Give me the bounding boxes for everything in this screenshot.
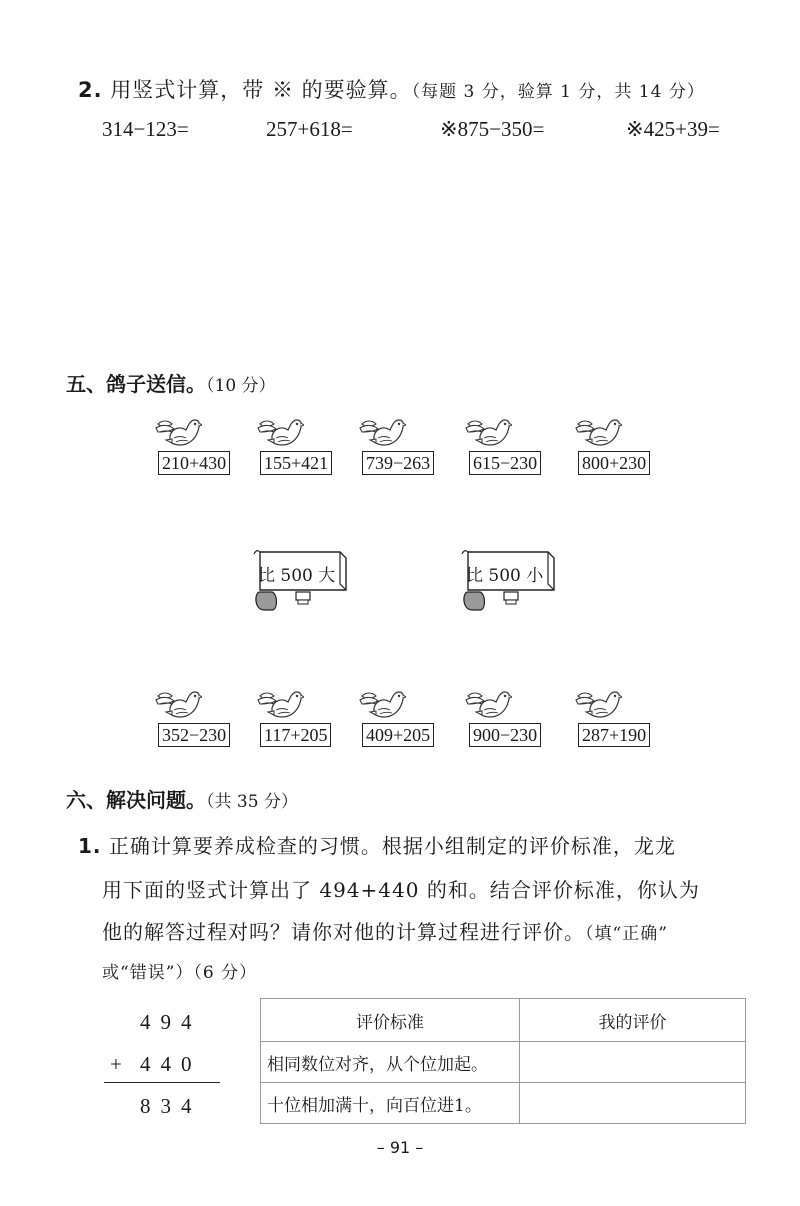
question-points: （6 分） [193,963,258,983]
vertical-result: 834 [140,1094,202,1118]
page-number: – 91 – [376,1138,424,1157]
table-row [261,1042,746,1083]
pigeon-icon [356,414,406,450]
expression-box-bottom-2[interactable]: 117+205 [260,723,331,747]
problem-3: ※875−350= [440,117,545,141]
section-6-title [66,784,298,813]
pigeon-icon [254,686,304,722]
answer-note: （填“正确” [585,924,668,944]
evaluation-answer-cell[interactable] [520,1083,746,1124]
table-header-row [261,999,746,1042]
mailbox-less-than-500[interactable] [460,548,556,612]
pigeon-icon [152,414,202,450]
vertical-addend-1: 494 [140,1010,202,1034]
expression-box-top-4[interactable]: 615−230 [469,451,541,475]
problem-2: 257+618= [266,117,353,141]
section-title-text: 六、解决问题。 [66,788,206,812]
header-criteria: 评价标准 [261,999,520,1042]
expression-box-bottom-3[interactable]: 409+205 [362,723,434,747]
pigeon-icon [572,414,622,450]
question-number: 1. [78,834,102,858]
problem-1: 314−123= [102,117,189,141]
question-1-line-4 [102,958,257,983]
section-title-text: 五、鸽子送信。 [66,372,206,396]
pigeon-icon [572,686,622,722]
question-1-line-3 [102,916,668,945]
question-text: 他的解答过程对吗？请你对他的计算过程进行评价。 [102,920,585,944]
expression-box-bottom-4[interactable]: 900−230 [469,723,541,747]
pigeon-icon [254,414,304,450]
question-1-line-1 [78,830,676,859]
mailbox-label: 比 500 大 [258,566,336,586]
question-text: 用竖式计算，带 ※ 的要验算。 [110,78,412,102]
vertical-sum-line [104,1082,220,1083]
question-text: 正确计算要养成检查的习惯。根据小组制定的评价标准，龙龙 [108,834,676,858]
pigeon-icon [462,686,512,722]
evaluation-table [260,998,746,1124]
problem-4: ※425+39= [626,117,720,141]
criteria-cell: 相同数位对齐，从个位加起。 [261,1042,520,1083]
pigeon-icon [356,686,406,722]
expression-box-top-2[interactable]: 155+421 [260,451,332,475]
section-5-title [66,368,276,397]
question-1-line-2: 用下面的竖式计算出了 494+440 的和。结合评价标准，你认为 [102,878,700,902]
expression-box-bottom-5[interactable]: 287+190 [578,723,650,747]
mailbox-label: 比 500 小 [466,566,544,586]
question-number: 2. [78,78,103,102]
section-points: （10 分） [206,376,276,396]
expression-box-bottom-1[interactable]: 352−230 [158,723,230,747]
vertical-operator: + [110,1052,132,1076]
section-points: （共 35 分） [206,792,298,812]
pigeon-icon [152,686,202,722]
table-row [261,1083,746,1124]
question-2-title [78,74,705,104]
evaluation-answer-cell[interactable] [520,1042,746,1083]
expression-box-top-3[interactable]: 739−263 [362,451,434,475]
expression-box-top-1[interactable]: 210+430 [158,451,230,475]
mailbox-greater-than-500[interactable] [252,548,348,612]
pigeon-icon [462,414,512,450]
vertical-addend-2: 440 [140,1052,202,1076]
header-my-evaluation: 我的评价 [520,999,746,1042]
expression-box-top-5[interactable]: 800+230 [578,451,650,475]
answer-note: 或“错误”） [102,963,194,983]
question-points: （每题 3 分，验算 1 分，共 14 分） [411,82,705,102]
criteria-cell: 十位相加满十，向百位进1。 [261,1083,520,1124]
